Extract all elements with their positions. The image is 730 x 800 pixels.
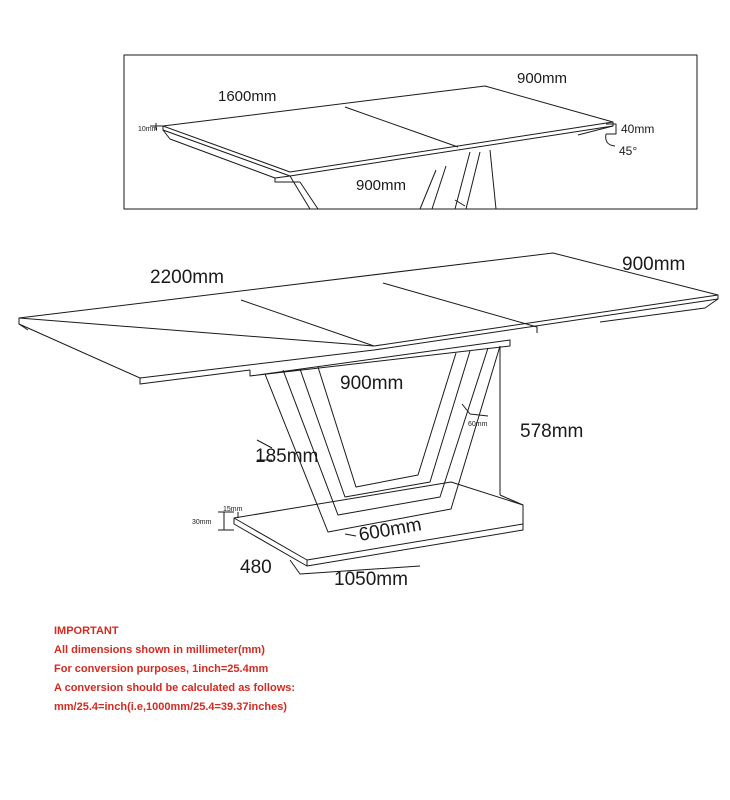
height-label: 578mm xyxy=(520,421,584,442)
inset-edge-label: 40mm xyxy=(621,122,655,136)
inset-thickness-label: 10mm xyxy=(138,126,158,133)
inset-frame xyxy=(124,55,697,209)
inner-label: 600mm xyxy=(357,514,424,546)
important-note xyxy=(54,622,454,717)
angle-arc xyxy=(606,134,615,146)
inset-angle-label: 45° xyxy=(619,144,638,158)
plinth-height-label: 30mm xyxy=(192,519,212,526)
note-line-1: All dimensions shown in millimeter(mm) xyxy=(54,644,265,656)
height-leader xyxy=(500,495,523,505)
inset-width-label: 900mm xyxy=(517,70,568,87)
extended-table xyxy=(19,253,718,384)
note-title: IMPORTANT xyxy=(54,625,119,637)
note-line-4: mm/25.4=inch(i.e,1000mm/25.4=39.37inches) xyxy=(54,701,287,713)
base-span-label: 900mm xyxy=(340,373,404,394)
leg-thickness-leader xyxy=(462,404,488,416)
length-label: 2200mm xyxy=(150,267,224,288)
plinth-depth-label: 480 xyxy=(240,557,272,578)
edge-callout xyxy=(606,124,616,134)
inset-length-label: 1600mm xyxy=(218,88,277,105)
inner-leader xyxy=(345,534,356,536)
plinth-lip-label: 15mm xyxy=(223,506,243,513)
leg-thickness-label: 60mm xyxy=(468,421,488,428)
note-line-2: For conversion purposes, 1inch=25.4mm xyxy=(54,663,269,675)
note-line-3: A conversion should be calculated as follows: xyxy=(54,682,296,694)
inset-base-label: 900mm xyxy=(356,177,407,194)
plinth-length-label: 1050mm xyxy=(334,569,408,590)
width-label: 900mm xyxy=(622,254,686,275)
leg-width-label: 185mm xyxy=(255,446,319,467)
plinth-height-leader xyxy=(218,512,234,530)
